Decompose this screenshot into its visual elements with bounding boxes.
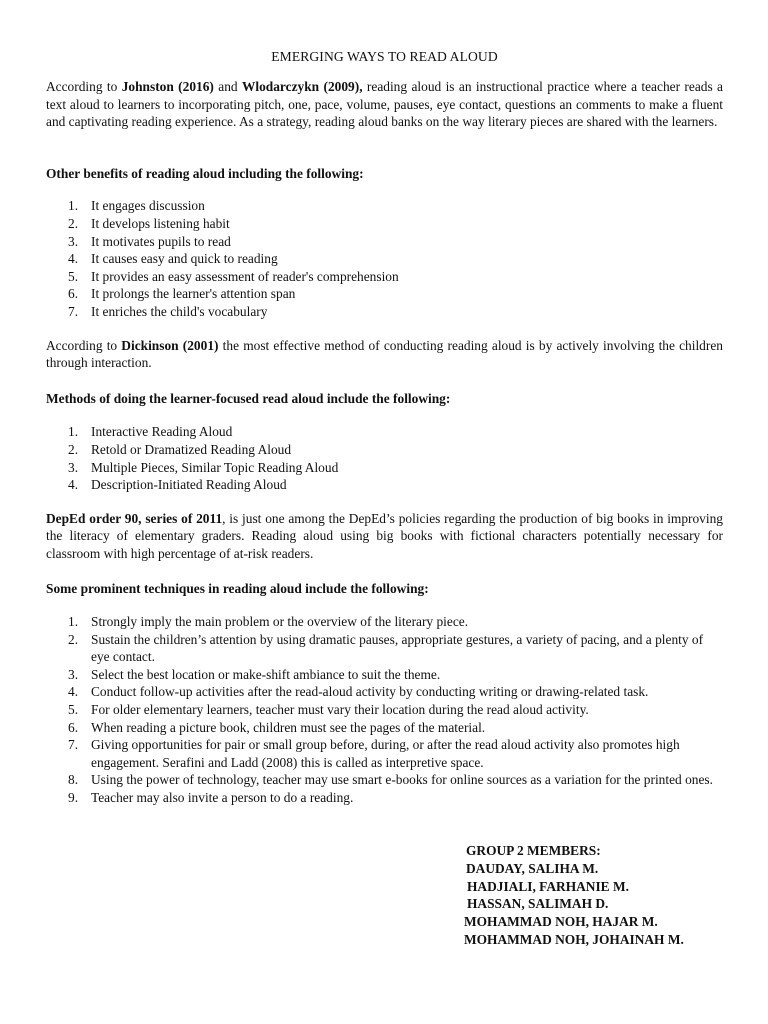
list-number: 1. <box>68 198 79 214</box>
list-text: Giving opportunities for pair or small group before, during, or after the read aloud activity also promotes high engagement. Serafini and Ladd (2008) this is called as interpretive space. <box>91 737 680 770</box>
list-number: 7. <box>68 303 79 319</box>
list-number: 8. <box>68 772 79 788</box>
list-item <box>46 303 723 321</box>
list-number: 4. <box>68 477 79 493</box>
list-text: Multiple Pieces, Similar Topic Reading Aloud <box>91 459 339 475</box>
list-number: 4. <box>68 684 79 700</box>
list-item <box>46 613 723 631</box>
intro-text-and: and <box>213 79 242 94</box>
list-item <box>46 250 723 268</box>
member-name: MOHAMMAD NOH, HAJAR M. <box>464 914 658 930</box>
list-item <box>46 197 723 215</box>
list-text: When reading a picture book, children must see the pages of the material. <box>91 719 486 735</box>
list-text: It motivates pupils to read <box>91 233 231 249</box>
list-item <box>46 476 723 494</box>
dickinson-text-start: According to <box>46 337 122 353</box>
list-number: 3. <box>68 459 79 475</box>
list-item <box>46 683 723 701</box>
list-number: 5. <box>68 268 79 284</box>
citation-johnston: Johnston (2016) <box>121 79 214 94</box>
list-number: 3. <box>68 666 79 682</box>
list-item <box>46 459 723 477</box>
list-text: Using the power of technology, teacher may use smart e-books for online sources as a variation for the printed ones. <box>91 772 713 788</box>
list-text: Description-Initiated Reading Aloud <box>91 477 287 493</box>
list-number: 1. <box>68 614 79 630</box>
list-number: 6. <box>68 286 79 302</box>
member-name: MOHAMMAD NOH, JOHAINAH M. <box>464 931 684 947</box>
list-text: It enriches the child's vocabulary <box>91 303 268 319</box>
intro-text-rest: reading aloud is an instructional practice where a teacher reads a text aloud to learners to incorporating pitch, one, pace, volume, pauses, eye contact, questions an comments to make a fluent and captivating reading experience. As a strategy, reading aloud banks on the way literary pieces are shared with the learners. <box>46 79 723 130</box>
list-number: 3. <box>68 233 79 249</box>
deped-text-rest: , is just one among the DepEd’s policies regarding the production of big books in improving the literacy of elementary graders. Reading aloud using big books with fictional characters potentially necessary for classroom with high percentage of at-risk readers. <box>46 510 723 561</box>
list-item <box>46 233 723 251</box>
benefits-list <box>46 197 723 320</box>
techniques-heading: Some prominent techniques in reading aloud include the following: <box>46 581 429 597</box>
methods-heading: Methods of doing the learner-focused read aloud include the following: <box>46 390 451 406</box>
list-number: 2. <box>68 631 79 647</box>
list-item <box>46 631 723 666</box>
member-name: DAUDAY, SALIHA M. <box>466 860 599 876</box>
list-item <box>46 666 723 684</box>
list-text: For older elementary learners, teacher must vary their location during the read aloud activity. <box>91 702 589 718</box>
list-number: 6. <box>68 719 79 735</box>
document-title: EMERGING WAYS TO READ ALOUD <box>271 49 498 64</box>
group-members-heading: GROUP 2 MEMBERS: <box>466 843 601 858</box>
list-number: 9. <box>68 790 79 805</box>
list-text: Interactive Reading Aloud <box>91 424 233 440</box>
group-members-block <box>464 842 684 949</box>
techniques-list <box>46 613 723 807</box>
list-number: 1. <box>68 424 79 440</box>
member-name: HASSAN, SALIMAH D. <box>467 896 609 912</box>
list-text: It provides an easy assessment of reader's comprehension <box>91 268 399 284</box>
dickinson-text-rest: the most effective method of conducting reading aloud is by actively involving the children through interaction. <box>46 337 723 371</box>
list-text: Strongly imply the main problem or the overview of the literary piece. <box>91 614 469 630</box>
deped-paragraph <box>46 510 723 563</box>
list-item <box>46 215 723 233</box>
member-name: HADJIALI, FARHANIE M. <box>467 878 629 894</box>
intro-paragraph <box>46 78 723 131</box>
citation-wlodarczykn: Wlodarczykn (2009), <box>241 79 363 94</box>
dickinson-paragraph <box>46 337 723 372</box>
list-item <box>46 268 723 286</box>
list-item <box>46 736 723 771</box>
list-number: 2. <box>68 441 79 457</box>
list-text: Conduct follow-up activities after the read-aloud activity by conducting writing or drawing-related task. <box>91 684 649 700</box>
list-text: It develops listening habit <box>91 215 230 231</box>
document-page <box>46 48 723 807</box>
list-number: 7. <box>68 737 79 753</box>
citation-deped-order: DepEd order 90, series of 2011 <box>46 510 223 526</box>
list-number: 5. <box>68 702 79 718</box>
list-text: Select the best location or make-shift ambiance to suit the theme. <box>91 666 441 682</box>
list-text: Teacher may also invite a person to do a reading. <box>91 790 354 805</box>
list-item <box>46 701 723 719</box>
list-item <box>46 441 723 459</box>
methods-list <box>46 423 723 493</box>
list-text: It engages discussion <box>91 198 205 214</box>
list-item <box>46 789 723 807</box>
list-item <box>46 285 723 303</box>
citation-dickinson: Dickinson (2001) <box>121 337 219 353</box>
list-item <box>46 771 723 789</box>
list-number: 4. <box>68 251 79 267</box>
list-text: Sustain the children’s attention by using dramatic pauses, appropriate gestures, a variety of pacing, and a plenty of eye contact. <box>91 631 704 665</box>
list-text: It prolongs the learner's attention span <box>91 286 296 302</box>
list-text: Retold or Dramatized Reading Aloud <box>91 441 292 457</box>
intro-text-start: According to <box>46 79 122 94</box>
list-number: 2. <box>68 215 79 231</box>
list-text: It causes easy and quick to reading <box>91 251 278 267</box>
benefits-heading: Other benefits of reading aloud including the following: <box>46 165 364 181</box>
list-item <box>46 719 723 737</box>
list-item <box>46 423 723 441</box>
